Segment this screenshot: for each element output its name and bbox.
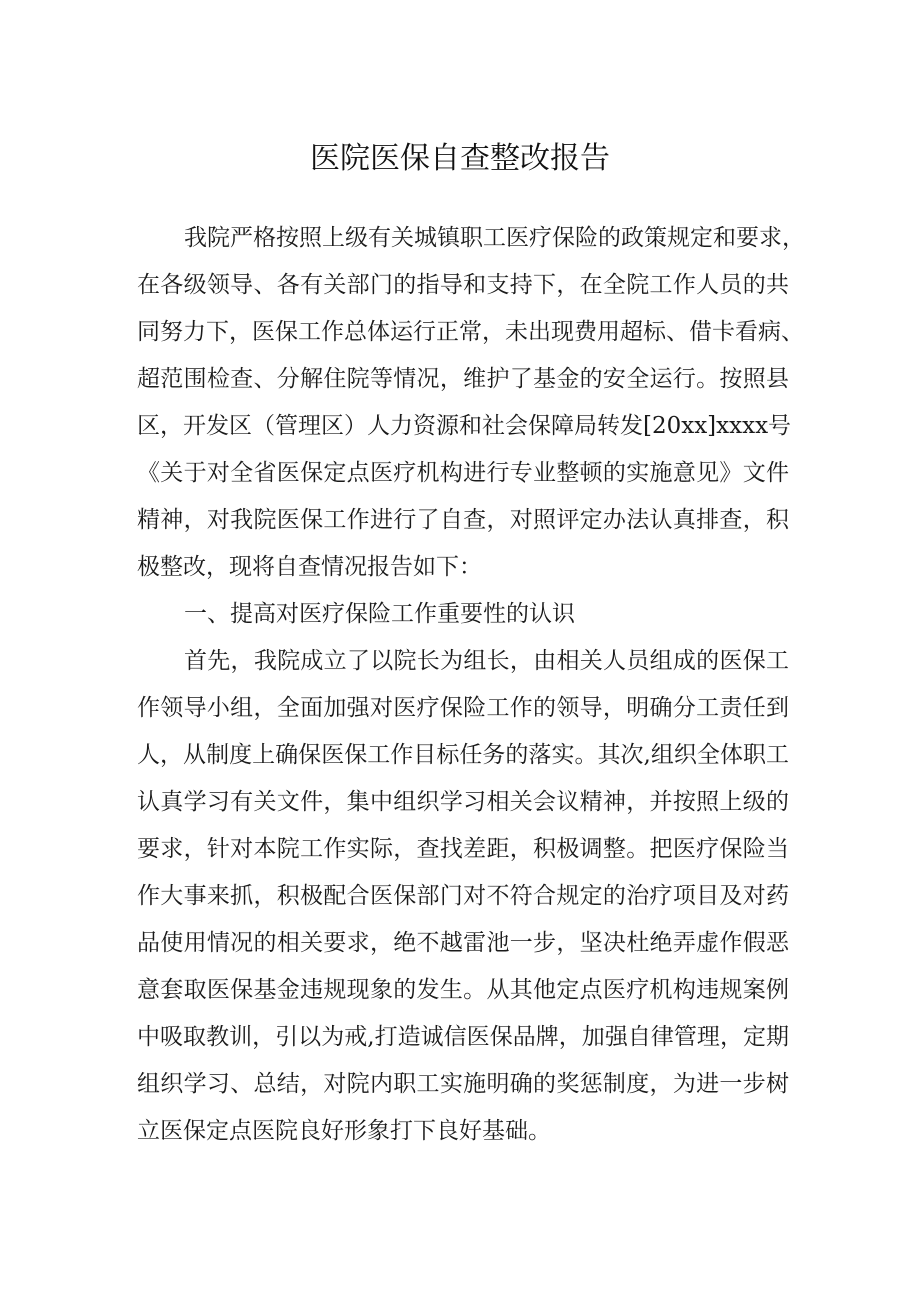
paragraph-1-line-1: 我院严格按照上级有关城镇职工医疗保险的政策规定和要求， bbox=[184, 225, 805, 251]
paragraph-2-line-11: 立医保定点医院良好形象打下良好基础。 bbox=[137, 1118, 551, 1144]
paragraph-2-line-6: 作大事来抓，积极配合医保部门对不符合规定的治疗项目及对药 bbox=[137, 883, 789, 909]
document-body bbox=[137, 215, 805, 1155]
paragraph-1-line-7: 精神，对我院医保工作进行了自查，对照评定办法认真排查，积 bbox=[137, 507, 789, 533]
paragraph-1-line-4: 超范围检查、分解住院等情况，维护了基金的安全运行。按照县 bbox=[137, 366, 789, 392]
paragraph-1-line-3: 同努力下，医保工作总体运行正常，未出现费用超标、借卡看病、 bbox=[137, 319, 804, 345]
paragraph-1-line-5: 区，开发区（管理区）人力资源和社会保障局转发[20xx]xxxx号 bbox=[137, 413, 792, 439]
paragraph-2-line-9: 中吸取教训，引以为戒,打造诚信医保品牌，加强自律管理，定期 bbox=[137, 1024, 789, 1050]
paragraph-2-line-5: 要求，针对本院工作实际，查找差距，积极调整。把医疗保险当 bbox=[137, 836, 789, 862]
paragraph-2-line-1: 首先，我院成立了以院长为组长，由相关人员组成的医保工 bbox=[184, 648, 789, 674]
paragraph-2-line-10: 组织学习、总结，对院内职工实施明确的奖惩制度，为进一步树 bbox=[137, 1071, 789, 1097]
section-heading-1: 一、提高对医疗保险工作重要性的认识 bbox=[184, 601, 575, 627]
paragraph-2-line-7: 品使用情况的相关要求，绝不越雷池一步，坚决杜绝弄虚作假恶 bbox=[137, 930, 789, 956]
paragraph-2-line-4: 认真学习有关文件，集中组织学习相关会议精神，并按照上级的 bbox=[137, 789, 789, 815]
paragraph-2-line-2: 作领导小组，全面加强对医疗保险工作的领导，明确分工责任到 bbox=[137, 695, 789, 721]
paragraph-2-line-3: 人，从制度上确保医保工作目标任务的落实。其次,组织全体职工 bbox=[137, 742, 789, 768]
document-title: 医院医保自查整改报告 bbox=[310, 141, 610, 176]
paragraph-2-line-8: 意套取医保基金违规现象的发生。从其他定点医疗机构违规案例 bbox=[137, 977, 789, 1003]
paragraph-1-line-6: 《关于对全省医保定点医疗机构进行专业整顿的实施意见》文件 bbox=[137, 460, 789, 486]
paragraph-1-line-2: 在各级领导、各有关部门的指导和支持下，在全院工作人员的共 bbox=[137, 272, 789, 298]
paragraph-1-line-8: 极整改，现将自查情况报告如下： bbox=[137, 554, 482, 580]
